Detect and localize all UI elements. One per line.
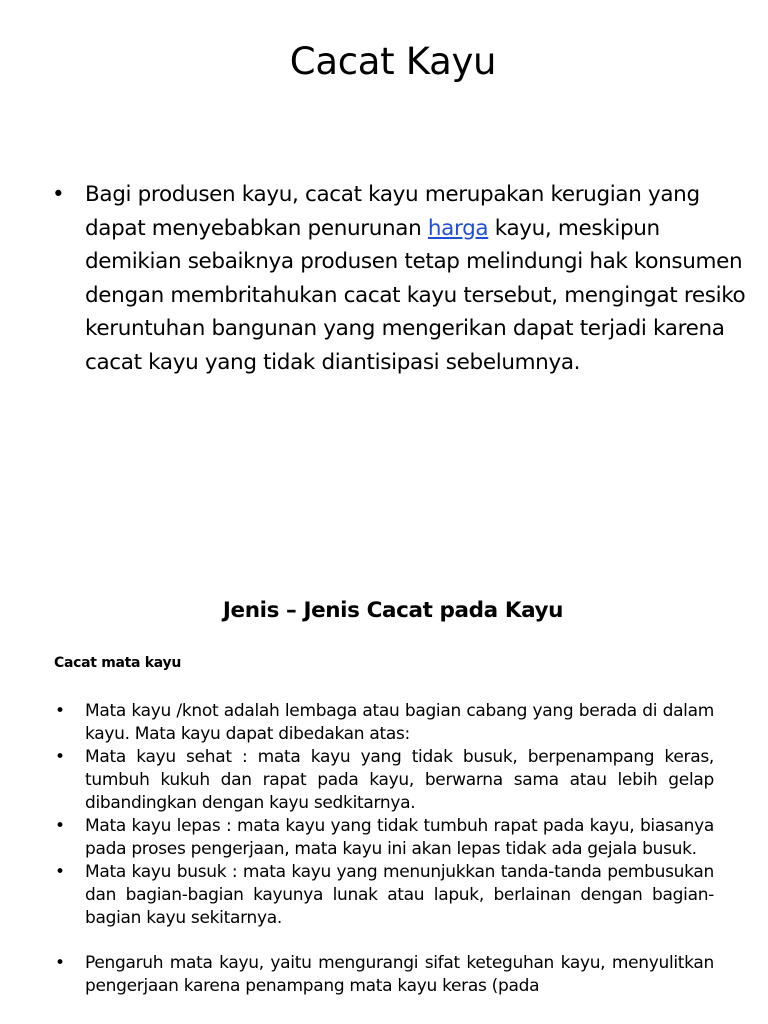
section-subheading: Cacat mata kayu — [54, 655, 182, 671]
list-item-text: Pengaruh mata kayu, yaitu mengurangi sifat keteguhan kayu, menyulitkan pengerjaan karena penampang mata kayu keras (pada — [85, 953, 714, 996]
slide-title: Cacat Kayu — [289, 40, 497, 83]
list-item — [54, 700, 714, 746]
bullet-marker: • — [55, 701, 65, 721]
section-title: Jenis – Jenis Cacat pada Kayu — [222, 598, 564, 623]
slide-body-bullet — [52, 178, 752, 379]
list-item-text: Mata kayu busuk : mata kayu yang menunjukkan tanda-tanda pembusukan dan bagian-bagian kayunya lunak atau lapuk, berlainan dengan bagian- bagian kayu sekitarnya. — [85, 862, 714, 928]
defect-list — [54, 700, 714, 998]
harga-link[interactable]: harga — [427, 215, 489, 241]
bullet-marker: • — [55, 862, 65, 882]
list-item — [54, 746, 714, 815]
paragraph-text-end: kayu, meskipun demikian sebaiknya produsen tetap melindungi hak konsumen dengan membritahukan cacat kayu tersebut, mengingat resiko keruntuhan bangunan yang mengerikan dapat terjadi karena cacat kayu yang tidak diantisipasi sebelumnya. — [85, 215, 746, 375]
bullet-marker: • — [55, 953, 65, 973]
list-item-text: Mata kayu sehat : mata kayu yang tidak busuk, berpenampang keras, tumbuh kukuh dan rapat pada kayu, berwarna sama atau lebih gelap dibandingkan dengan kayu sedkitarnya. — [85, 747, 714, 813]
list-item — [54, 815, 714, 861]
list-item — [54, 952, 714, 998]
body-paragraph — [52, 178, 752, 379]
list-item-text: Mata kayu lepas : mata kayu yang tidak tumbuh rapat pada kayu, biasanya pada proses pengerjaan, mata kayu ini akan lepas tidak ada gejala busuk. — [85, 816, 714, 859]
bullet-marker: • — [52, 182, 65, 207]
bullet-marker: • — [55, 747, 65, 767]
bullet-marker: • — [55, 816, 65, 836]
paragraph-text-start: Bagi produsen kayu, cacat kayu merupakan kerugian yang dapat menyebabkan penurunan — [85, 182, 700, 241]
list-item-text: Mata kayu /knot adalah lembaga atau bagian cabang yang berada di dalam kayu. Mata kayu dapat dibedakan atas: — [85, 701, 714, 744]
list-item — [54, 861, 714, 930]
